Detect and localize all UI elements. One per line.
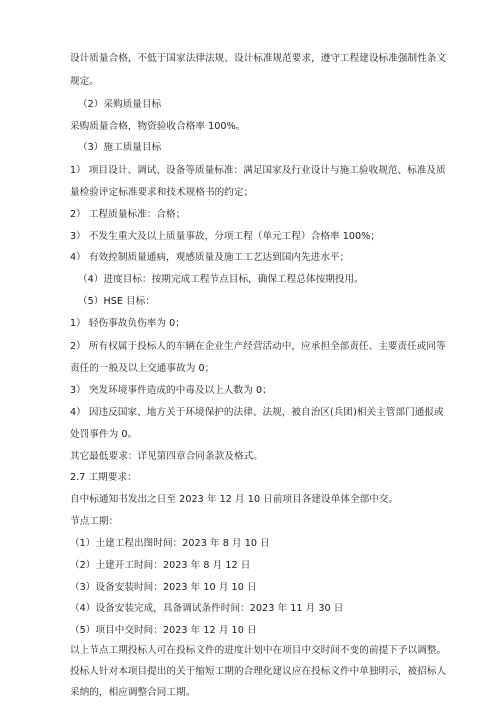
text-line: 处罚事件为 0。: [70, 429, 138, 440]
text-line: 采纳的，相应调整合同工期。: [70, 687, 196, 698]
section-heading: （3）施工质量目标: [78, 142, 162, 153]
list-item: 4） 有效控制质量通病，观感质量及施工工艺达到国内先进水平；: [70, 252, 350, 263]
section-heading: （2）采购质量目标: [78, 99, 162, 110]
text-line: 以上节点工期投标人可在投标文件的进度计划中在项目中交时间不变的前提下予以调整。: [70, 645, 447, 656]
text-line: 自中标通知书发出之日至 2023 年 12 月 10 日前项目各建设单体全部中交。: [70, 494, 399, 505]
list-item: 2） 工程质量标准：合格；: [70, 209, 186, 220]
list-item: （1）土建工程出图时间：2023 年 8 月 10 日: [70, 538, 270, 549]
section-heading: 2.7 工期要求：: [70, 472, 137, 483]
text-line: 设计质量合格，不低于国家法律法规、设计标准规范要求，遵守工程建设标准强制性条文: [70, 53, 447, 64]
list-item: 3） 突发环境事件造成的中毒及以上人数为 0；: [70, 385, 272, 396]
text-line: 其它最低要求：详见第四章合同条款及格式。: [70, 451, 263, 462]
section-heading: （5）HSE 目标：: [78, 296, 155, 307]
list-item: （2）土建开工时间：2023 年 8 月 12 日: [70, 560, 251, 571]
list-item: 4） 因违反国家、地方关于环境保护的法律、法规，被自治区(兵团)相关主管部门通报或: [70, 407, 444, 418]
list-item: 2） 所有权属于投标人的车辆在企业生产经营活动中，应承担全部责任、主要责任或同等: [70, 341, 446, 352]
text-line: 投标人针对本项目提出的关于缩短工期的合理化建议应在投标文件中单独明示，被招标人: [70, 666, 447, 677]
list-item: （3）设备安装时间：2023 年 10 月 10 日: [70, 582, 257, 593]
text-line: 责任的一般及以上交通事故为 0；: [70, 363, 215, 374]
list-item: 1） 轻伤事故负伤率为 0；: [70, 318, 185, 329]
list-item: （5）项目中交时间：2023 年 12 月 10 日: [70, 625, 257, 636]
list-item: （4）设备安装完成，具备调试条件时间：2023 年 11 月 30 日: [70, 603, 344, 614]
list-item: 3） 不发生重大及以上质量事故，分项工程（单元工程）合格率 100%；: [70, 231, 381, 242]
text-line: 采购质量合格，物资验收合格率 100%。: [70, 121, 246, 132]
text-line: 量检验评定标准要求和技术规格书的约定；: [70, 187, 254, 198]
text-line: 节点工期：: [70, 516, 119, 527]
text-line: 规定。: [70, 76, 99, 87]
section-heading: （4）进度目标：按期完成工程节点目标，确保工程总体按期投用。: [78, 274, 364, 285]
list-item: 1） 项目设计、调试、设备等质量标准：满足国家及行业设计与施工验收规范、标准及质: [70, 165, 446, 176]
